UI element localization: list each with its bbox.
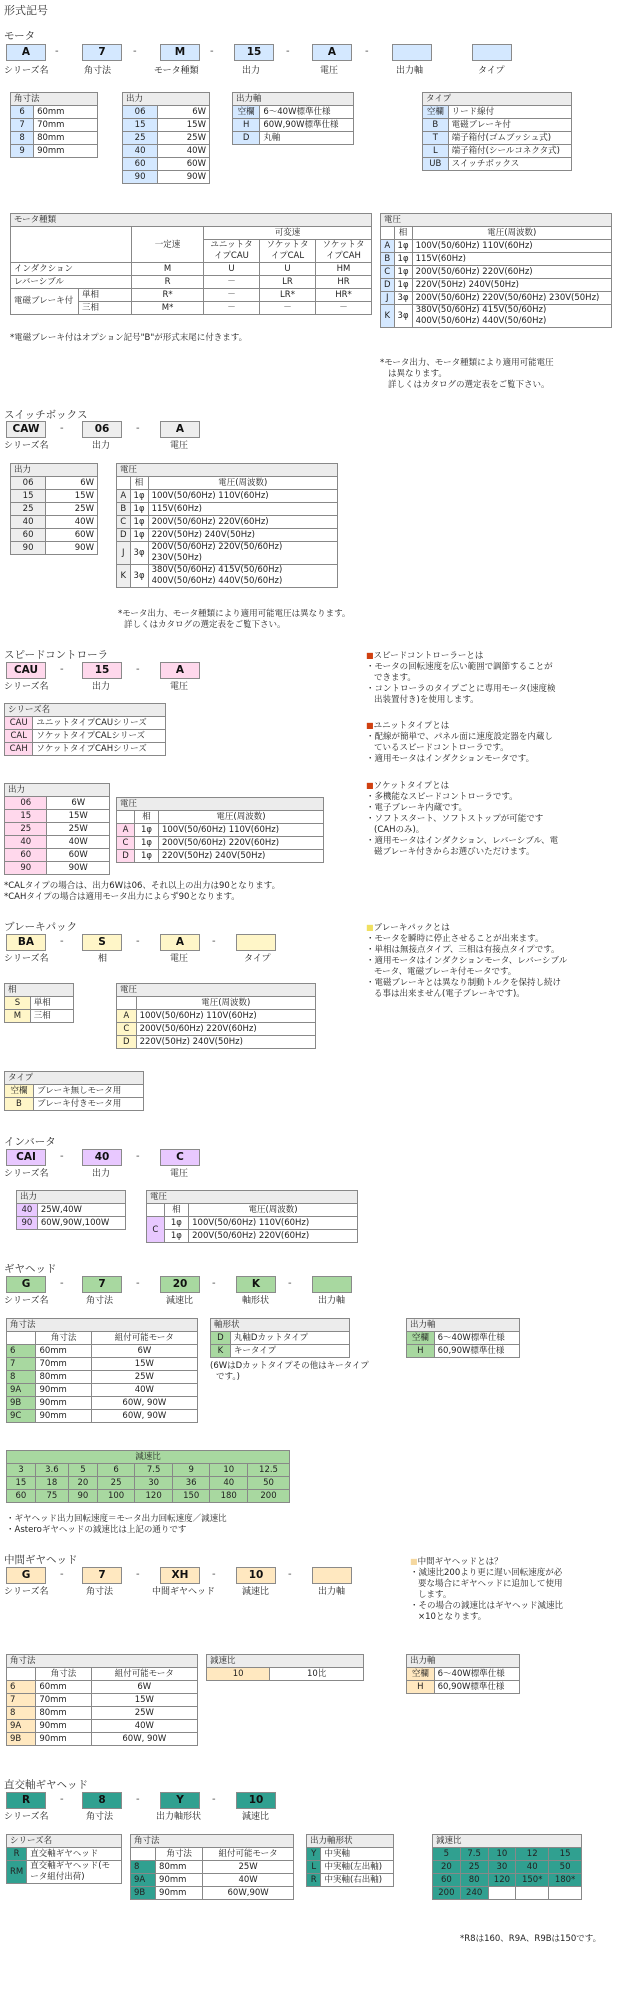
dash: - [286,46,290,57]
inv-code-series: CAI [6,1149,46,1166]
inv-code-output: 40 [82,1149,122,1166]
inv-code-voltage: C [160,1149,200,1166]
bp-code-series: BA [6,934,46,951]
gh-shaft-table: 出力軸 空欄 6～40W標準仕様 H 60,90W標準仕様 [406,1318,520,1358]
motor-code-type: M [160,44,200,61]
dim-table: 角寸法 6 60mm 7 70mm 8 80mm 9 90mm [10,92,98,158]
sc-voltage-table: 電圧 相 電圧(周波数) A 1φ 100V(50/60Hz) 110V(60Hz) C 1φ 200V(50/60Hz) 220V(60Hz) D 1φ 220V(50Hz) 240V(50Hz) [116,797,324,863]
label-series: シリーズ名 [4,1296,49,1306]
motor-code-output: 15 [234,44,274,61]
label-dim: 角寸法 [86,1587,114,1597]
label-series: シリーズ名 [4,1587,49,1597]
speedcontroller-heading: スピードコントローラ [4,649,109,661]
sc-note: *CALタイプの場合は、出力6Wは06、それ以上の出力は90となります。 [4,881,281,891]
page-title: 形式記号 [4,4,48,17]
dash: - [212,1278,216,1289]
dash: - [60,664,64,675]
label-xh: 中間ギヤヘッド [152,1587,216,1597]
label-shaft-shape: 出力軸形状 [156,1812,202,1822]
mg-shaft-table: 出力軸 空欄 6～40W標準仕様 H 60,90W標準仕様 [406,1654,520,1694]
bp-voltage-table: 電圧 電圧(周波数) A 100V(50/60Hz) 110V(60Hz) C 200V(50/60Hz) 220V(60Hz) D 220V(50Hz) 240V(50Hz) [116,983,316,1049]
shaft-table: 出力軸 空欄 6～40W標準仕様 H 60W,90W標準仕様 D 丸軸 [232,92,354,145]
sc-series-table: シリーズ名 CAU ユニットタイプCAUシリーズ CAL ソケットタイプCALシリーズ CAH ソケットタイプCAHシリーズ [4,703,166,756]
gh-code-series: G [6,1276,46,1293]
label-ratio: 減速比 [242,1587,270,1597]
motor-code-dim: 7 [82,44,122,61]
label-series: シリーズ名 [4,1812,49,1822]
switchbox-note: 詳しくはカタログの選定表をご覧下さい。 [124,620,286,630]
gh-code-dim: 7 [82,1276,122,1293]
label-shaft: 出力軸 [318,1587,346,1597]
sc-output-table: 出力 06 6W 15 15W 25 25W 40 40W 60 60W 90 90W [4,783,110,875]
switchbox-heading: スイッチボックス [4,409,88,421]
gh-shape-note: (6WはDカットタイプその他はキータイプ [210,1361,369,1371]
dash: - [212,936,216,947]
label-series: シリーズ名 [4,682,49,692]
voltage-note: は異なります。 [388,369,447,379]
gh-note: ・ギヤヘッド出力回転速度＝モータ出力回転速度／減速比 [6,1514,227,1524]
inv-output-table: 出力 40 25W,40W 90 60W,90W,100W [16,1190,126,1230]
label-voltage: 電圧 [170,682,189,692]
label-voltage: 電圧 [320,66,339,76]
gh-shape-table: 軸形状 D 丸軸Dカットタイプ K キータイプ [210,1318,350,1358]
intermediate-gearhead-heading: 中間ギヤヘッド [4,1554,78,1566]
switchbox-code-voltage: A [160,421,200,438]
dash: - [60,936,64,947]
voltage-note: *モータ出力、モータ種類により適用可能電圧 [380,358,554,368]
sc-code-series: CAU [6,662,46,679]
mg-dim-table: 角寸法 角寸法 組付可能モータ 6 60mm 6W 7 70mm 15W 8 80mm 25W 9A 90mm 40W 9B 90mm 60W, 90W [6,1654,198,1746]
dash: - [60,1794,64,1805]
motor-code-shaft [392,44,432,61]
label-voltage: 電圧 [170,441,189,451]
motor-type-table: モータ種類 一定速 可変速 ユニットタイプCAU ソケットタイプCAL ソケットタイプCAH インダクション M U U HM レバーシブル R － LR HR 電磁ブレーキ付 単相 R* － LR* HR* 三相 M* － － － [10,213,372,315]
right-angle-gearhead-heading: 直交軸ギヤヘッド [4,1779,88,1791]
label-type: タイプ [244,954,271,964]
label-dim: 角寸法 [84,66,112,76]
mg-ratio-table: 減速比 10 10比 [206,1654,364,1681]
dash: - [136,1278,140,1289]
label-phase: 相 [98,954,108,964]
dash: - [133,46,137,57]
label-output: 出力 [242,66,261,76]
dash: - [136,1569,140,1580]
output-table: 出力 06 6W 15 15W 25 25W 40 40W 60 60W 90 90W [122,92,210,184]
rg-shaft-table: 出力軸形状 Y 中実軸 L 中実軸(左出軸) R 中実軸(右出軸) [306,1834,394,1887]
rg-code-ratio: 10 [236,1792,276,1809]
voltage-table: 電圧 相 電圧(周波数) A 1φ 100V(50/60Hz) 110V(60Hz) B 1φ 115V(60Hz) C 1φ 200V(50/60Hz) 220V(60Hz) D 1φ 220V(50Hz) 240V(50Hz) J 3φ 200V(50/60Hz) 220V(50/60Hz) 230V(50Hz) K 3φ 380V(50/60Hz) 415V(50/60Hz) 400V(50/60Hz) 440V(50/60Hz) [380,213,612,328]
bp-code-voltage: A [160,934,200,951]
gh-code-ratio: 20 [160,1276,200,1293]
rg-series-table: シリーズ名 R 直交軸ギヤヘッド RM 直交軸ギヤヘッド(モータ組付出荷) [6,1834,122,1884]
label-series: シリーズ名 [4,66,49,76]
label-motor-type: モータ種類 [154,66,199,76]
dash: - [136,1794,140,1805]
dash: - [212,1794,216,1805]
label-ratio: 減速比 [166,1296,194,1306]
dash: - [60,1278,64,1289]
label-voltage: 電圧 [170,1169,189,1179]
rg-code-dim: 8 [82,1792,122,1809]
dash: - [212,1569,216,1580]
mg-code-dim: 7 [82,1567,122,1584]
mg-desc: ■中間ギヤヘッドとは？ ・減速比200より更に遅い回転速度が必 要な場合にギヤヘッドに追加して使用 します。 ・その場合の減速比はギヤヘッド減速比 ×10となります。 [410,1557,564,1622]
switchbox-voltage-table: 電圧 相 電圧(周波数) A 1φ 100V(50/60Hz) 110V(60Hz) B 1φ 115V(60Hz) C 1φ 200V(50/60Hz) 220V(60Hz) D 1φ 220V(50Hz) 240V(50Hz) J 3φ 200V(50/60Hz) 220V(50/60Hz) 230V(50Hz) K 3φ 380V(50/60Hz) 415V(50/60Hz) 400V(50/60Hz) 440V(50/60Hz) [116,463,338,588]
dash: - [55,46,59,57]
inv-voltage-table: 電圧 相 電圧(周波数) C 1φ 100V(50/60Hz) 110V(60Hz) 1φ 200V(50/60Hz) 220V(60Hz) [146,1190,358,1243]
dash: - [288,1569,292,1580]
sc-desc-2: ■ユニットタイプとは ・配線が簡単で、パネル面に速度設定器を内蔵し ているスピードコントローラです。 ・適用モータはインダクションモータです。 [366,721,553,764]
switchbox-code-series: CAW [6,421,46,438]
label-dim: 角寸法 [86,1296,114,1306]
mg-code-ratio: 10 [236,1567,276,1584]
rg-note: *R8は160、R9A、R9Bは150です。 [460,1934,602,1944]
mg-code-shaft [312,1567,352,1584]
dash: - [60,1569,64,1580]
rg-dim-table: 角寸法 角寸法 組付可能モータ 8 80mm 25W 9A 90mm 40W 9B 90mm 60W,90W [130,1834,294,1900]
bp-phase-table: 相 S 単相 M 三相 [4,983,74,1023]
label-output: 出力 [92,441,111,451]
dash: - [136,664,140,675]
dash: - [136,936,140,947]
motor-type-note: *電磁ブレーキ付はオプション記号"B"が形式末尾に付きます。 [10,333,248,343]
gh-note: ・Asteroギヤヘッドの減速比は上記の通りです [6,1525,187,1535]
gh-shape-note: です。) [216,1372,240,1382]
motor-heading: モータ [4,30,36,42]
dash: - [210,46,214,57]
bp-type-table: タイプ 空欄 ブレーキ無しモータ用 B ブレーキ付きモータ用 [4,1071,144,1111]
rg-code-shaft: Y [160,1792,200,1809]
dash: - [60,423,64,434]
type-table: タイプ 空欄 リード線付 B 電磁ブレーキ付 T 端子箱付(ゴムブッシュ式) L 端子箱付(シールコネクタ式) UB スイッチボックス [422,92,572,171]
bp-code-phase: S [82,934,122,951]
label-output: 出力 [92,682,111,692]
dash: - [288,1278,292,1289]
sc-desc-1: ■スピードコントローラーとは ・モータの回転速度を広い範囲で調節することが できます。 ・コントローラのタイプごとに専用モータ(速度検 出装置付き)を使用します。 [366,651,556,705]
dash: - [60,1151,64,1162]
switchbox-note: *モータ出力、モータ種類により適用可能電圧は異なります。 [118,609,351,619]
mg-code-series: G [6,1567,46,1584]
motor-code-voltage: A [312,44,352,61]
brakepack-heading: ブレーキパック [4,921,78,933]
gh-ratio-table: 減速比 3 3.6 5 6 7.5 9 10 12.5 15 18 20 25 30 36 40 50 60 75 90 100 120 150 180 200 [6,1450,290,1503]
sc-desc-3: ■ソケットタイプとは ・多機能なスピードコントローラです。 ・電子ブレーキ内蔵です。 ・ソフトスタート、ソフトストップが可能です (CAHのみ)。 ・適用モータはインダクション、レバーシブル、電 磁ブレーキ付きからお選びいただけます。 [366,781,559,857]
dash: - [365,46,369,57]
label-output: 出力 [92,1169,111,1179]
rg-ratio-table: 減速比 5 7.5 10 12 15 20 25 30 40 50 60 80 120 150* 180* 200 240 [432,1834,582,1900]
label-series: シリーズ名 [4,954,49,964]
gh-dim-table: 角寸法 角寸法 組付可能モータ 6 60mm 6W 7 70mm 15W 8 80mm 25W 9A 90mm 40W 9B 90mm 60W, 90W 9C 90mm 60W, 90W [6,1318,198,1423]
gh-code-shaft [312,1276,352,1293]
dash: - [136,423,140,434]
label-type: タイプ [478,66,505,76]
sc-code-output: 15 [82,662,122,679]
label-voltage: 電圧 [170,954,189,964]
label-shaft: 出力軸 [318,1296,346,1306]
label-ratio: 減速比 [242,1812,270,1822]
rg-code-series: R [6,1792,46,1809]
label-dim: 角寸法 [86,1812,114,1822]
gearhead-heading: ギヤヘッド [4,1263,57,1275]
sc-note: *CAHタイプの場合は適用モータ出力によらず90となります。 [4,892,240,902]
voltage-note: 詳しくはカタログの選定表をご覧下さい。 [388,380,550,390]
bp-code-type [236,934,276,951]
inverter-heading: インバータ [4,1136,56,1148]
motor-code-typecode [472,44,512,61]
gh-code-shape: K [236,1276,276,1293]
label-shape: 軸形状 [242,1296,270,1306]
motor-code-series: A [6,44,46,61]
mg-code-xh: XH [160,1567,200,1584]
sc-code-voltage: A [160,662,200,679]
dash: - [136,1151,140,1162]
bp-desc: ■ブレーキパックとは ・モータを瞬時に停止させることが出来ます。 ・単相は無接点タイプ、三相は有接点タイプです。 ・適用モータはインダクションモータ、レバーシブル モータ、電磁ブレーキ付モータです。 ・電磁ブレーキとは異なり制動トルクを保持し続け る事は出来ません(電子ブレーキです)。 [366,923,568,999]
switchbox-code-output: 06 [82,421,122,438]
label-series: シリーズ名 [4,1169,49,1179]
label-shaft: 出力軸 [396,66,424,76]
switchbox-output-table: 出力 06 6W 15 15W 25 25W 40 40W 60 60W 90 90W [10,463,98,555]
label-series: シリーズ名 [4,441,49,451]
